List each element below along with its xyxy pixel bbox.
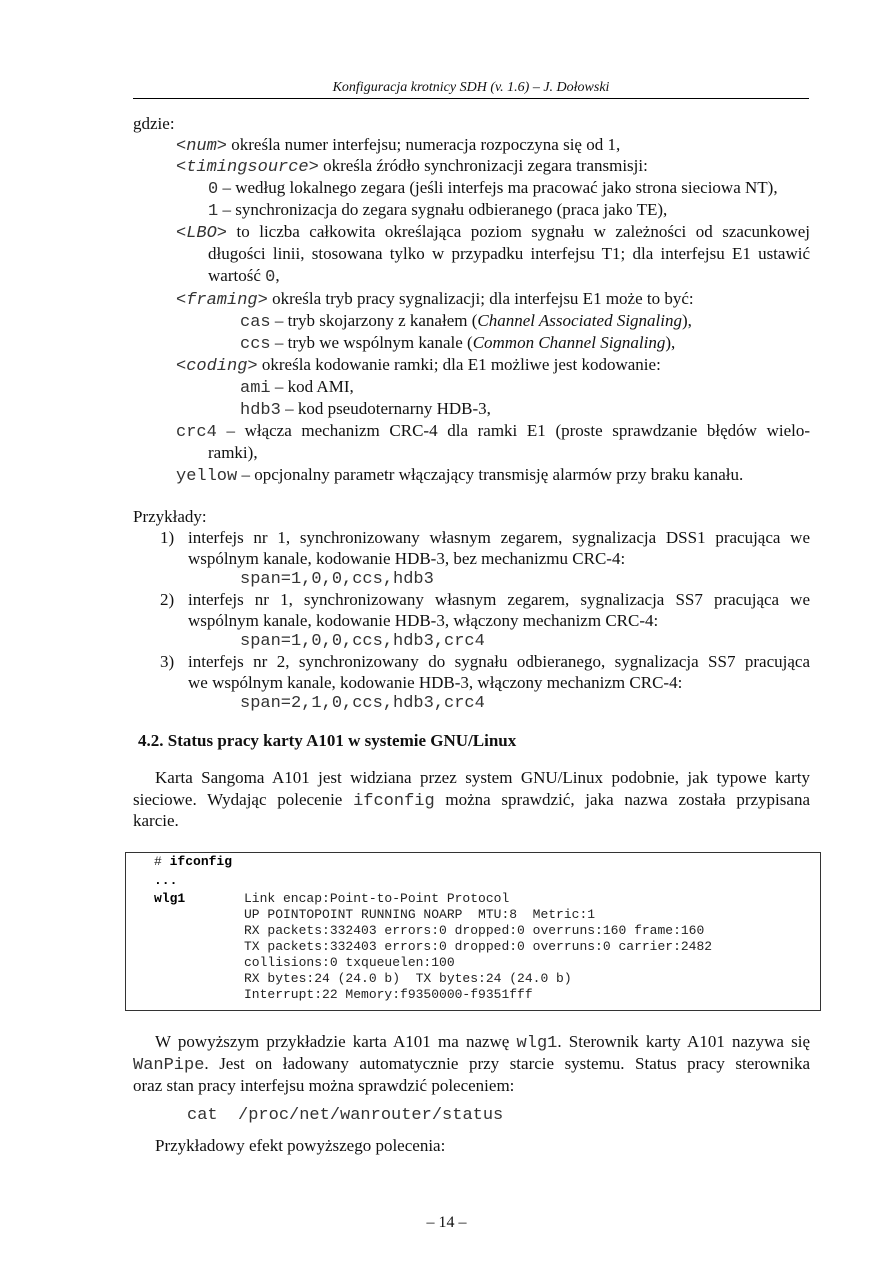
code-line: RX packets:332403 errors:0 dropped:0 overruns:160 frame:160 — [244, 923, 705, 938]
param-text: to liczba całkowita określająca poziom sygnału w zależności od szacunkowej — [227, 222, 810, 241]
param-yellow — [176, 465, 743, 487]
param-lbo — [176, 222, 810, 244]
param-crc4 — [176, 421, 810, 443]
code-line: Interrupt:22 Memory:f9350000-f9351fff — [244, 987, 533, 1002]
example-line: wspólnym kanale, kodowanie HDB-3, bez mechanizmu CRC-4: — [188, 549, 626, 568]
param-text: – włącza mechanizm CRC-4 dla ramki E1 (proste sprawdzanie błędów wielo- — [216, 421, 810, 440]
example-line: we wspólnym kanale, kodowanie HDB-3, włączony mechanizm CRC-4: — [188, 673, 683, 692]
param-lbo-cont2 — [208, 266, 280, 288]
example-line: interfejs nr 2, synchronizowany do sygnału odbieranego, sygnalizacja SS7 pracująca — [188, 652, 810, 671]
option-text: – synchronizacja do zegara sygnału odbieranego (praca jako TE), — [218, 200, 668, 219]
section-heading: 4.2. Status pracy karty A101 w systemie GNU/Linux — [138, 731, 517, 750]
paragraph-text: można sprawdzić, jaka nazwa została przypisana — [434, 790, 810, 809]
command-line: cat /proc/net/wanrouter/status — [187, 1106, 504, 1125]
example-number: 1) — [160, 528, 175, 547]
code-command — [154, 854, 232, 870]
code-line: UP POINTOPOINT RUNNING NOARP MTU:8 Metric:1 — [244, 907, 596, 922]
param-code: crc4 — [176, 423, 217, 442]
paragraph-line: Przykładowy efekt powyższego polecenia: — [155, 1136, 446, 1155]
paragraph-text: W powyższym przykładzie karta A101 ma nazwę — [155, 1032, 517, 1051]
intro-label: gdzie: — [133, 114, 175, 133]
code-prompt: # — [154, 854, 170, 869]
timing-option-0 — [208, 178, 778, 200]
param-coding — [176, 355, 661, 377]
option-text: – tryb skojarzony z kanałem ( — [270, 311, 478, 330]
param-code: 0 — [265, 268, 276, 287]
framing-cas — [240, 311, 692, 333]
coding-ami — [240, 377, 354, 399]
option-code: ccs — [240, 335, 271, 354]
param-text: określa tryb pracy sygnalizacji; dla interfejsu E1 może to być: — [267, 289, 694, 308]
option-code: 0 — [208, 180, 219, 199]
paragraph-text: sieciowe. Wydając polecenie — [133, 790, 354, 809]
example-code: span=1,0,0,ccs,hdb3,crc4 — [240, 632, 485, 651]
param-text: wartość — [208, 266, 266, 285]
inline-code: ifconfig — [353, 792, 435, 811]
code-line: TX packets:332403 errors:0 dropped:0 overruns:0 carrier:2482 — [244, 939, 713, 954]
param-framing — [176, 289, 694, 311]
param-crc4-cont: ramki), — [208, 443, 258, 462]
framing-ccs — [240, 333, 675, 355]
running-header: Konfiguracja krotnicy SDH (v. 1.6) – J. Dołowski — [332, 80, 610, 95]
option-text: – kod AMI, — [270, 377, 354, 396]
param-text: określa numer interfejsu; numeracja rozpoczyna się od 1, — [227, 135, 621, 154]
param-tag: <num> — [176, 137, 228, 156]
option-text: – tryb we wspólnym kanale ( — [270, 333, 473, 352]
code-cmd: ifconfig — [169, 854, 233, 869]
param-tag: <timingsource> — [176, 158, 319, 177]
paragraph-line — [133, 790, 810, 812]
param-text: określa źródło synchronizacji zegara transmisji: — [318, 156, 648, 175]
option-text: – kod pseudoternarny HDB-3, — [280, 399, 491, 418]
header-rule — [133, 98, 809, 99]
code-iface: wlg1 — [154, 891, 186, 906]
code-ellipsis: ... — [154, 873, 178, 888]
paragraph-line: karcie. — [133, 811, 179, 830]
option-code: ami — [240, 379, 271, 398]
option-code: 1 — [208, 202, 219, 221]
param-text: określa kodowanie ramki; dla E1 możliwe jest kodowanie: — [257, 355, 661, 374]
code-block — [125, 852, 821, 1011]
param-tag: <framing> — [176, 291, 268, 310]
option-end: ), — [682, 311, 692, 330]
option-text: – według lokalnego zegara (jeśli interfejs ma pracować jako strona sieciowa NT), — [218, 178, 778, 197]
examples-title: Przykłady: — [133, 507, 207, 526]
example-number: 2) — [160, 590, 175, 609]
param-lbo-cont: długości linii, stosowana tylko w przypadku interfejsu T1; dla interfejsu E1 ustawić — [208, 244, 810, 263]
paragraph-line: oraz stan pracy interfejsu można sprawdzić poleceniem: — [133, 1076, 515, 1095]
inline-code: wlg1 — [516, 1034, 558, 1053]
paragraph-line — [133, 1054, 810, 1076]
example-number: 3) — [160, 652, 175, 671]
option-code: cas — [240, 313, 271, 332]
paragraph-line: Karta Sangoma A101 jest widziana przez system GNU/Linux podobnie, jak typowe karty — [155, 768, 810, 787]
coding-hdb3 — [240, 399, 491, 421]
param-tag: <LBO> — [176, 224, 228, 243]
timing-option-1 — [208, 200, 667, 222]
param-code: yellow — [176, 467, 238, 486]
option-em: Channel Associated Signaling — [477, 311, 682, 330]
paragraph-line — [155, 1032, 810, 1054]
param-tag: <coding> — [176, 357, 258, 376]
code-line: Link encap:Point-to-Point Protocol — [244, 891, 510, 906]
paragraph-text: . Jest on ładowany automatycznie przy starcie systemu. Status pracy sterownika — [204, 1054, 810, 1073]
paragraph-text: . Sterownik karty A101 nazywa się — [557, 1032, 810, 1051]
param-timingsource — [176, 156, 648, 178]
example-line: interfejs nr 1, synchronizowany własnym zegarem, sygnalizacja SS7 pracująca we — [188, 590, 810, 609]
example-code: span=2,1,0,ccs,hdb3,crc4 — [240, 694, 485, 713]
param-end: , — [275, 266, 280, 285]
code-line: RX bytes:24 (24.0 b) TX bytes:24 (24.0 b) — [244, 971, 572, 986]
option-em: Common Channel Signaling — [472, 333, 666, 352]
option-end: ), — [665, 333, 676, 352]
code-line: collisions:0 txqueuelen:100 — [244, 955, 455, 970]
example-line: interfejs nr 1, synchronizowany własnym zegarem, sygnalizacja DSS1 pracująca we — [188, 528, 810, 547]
example-line: wspólnym kanale, kodowanie HDB-3, włączony mechanizm CRC-4: — [188, 611, 659, 630]
param-num — [176, 135, 620, 157]
page-number: – 14 – — [426, 1214, 467, 1231]
inline-code: WanPipe — [133, 1056, 205, 1075]
param-text: – opcjonalny parametr włączający transmisję alarmów przy braku kanału. — [237, 465, 744, 484]
example-code: span=1,0,0,ccs,hdb3 — [240, 570, 434, 589]
option-code: hdb3 — [240, 401, 281, 420]
